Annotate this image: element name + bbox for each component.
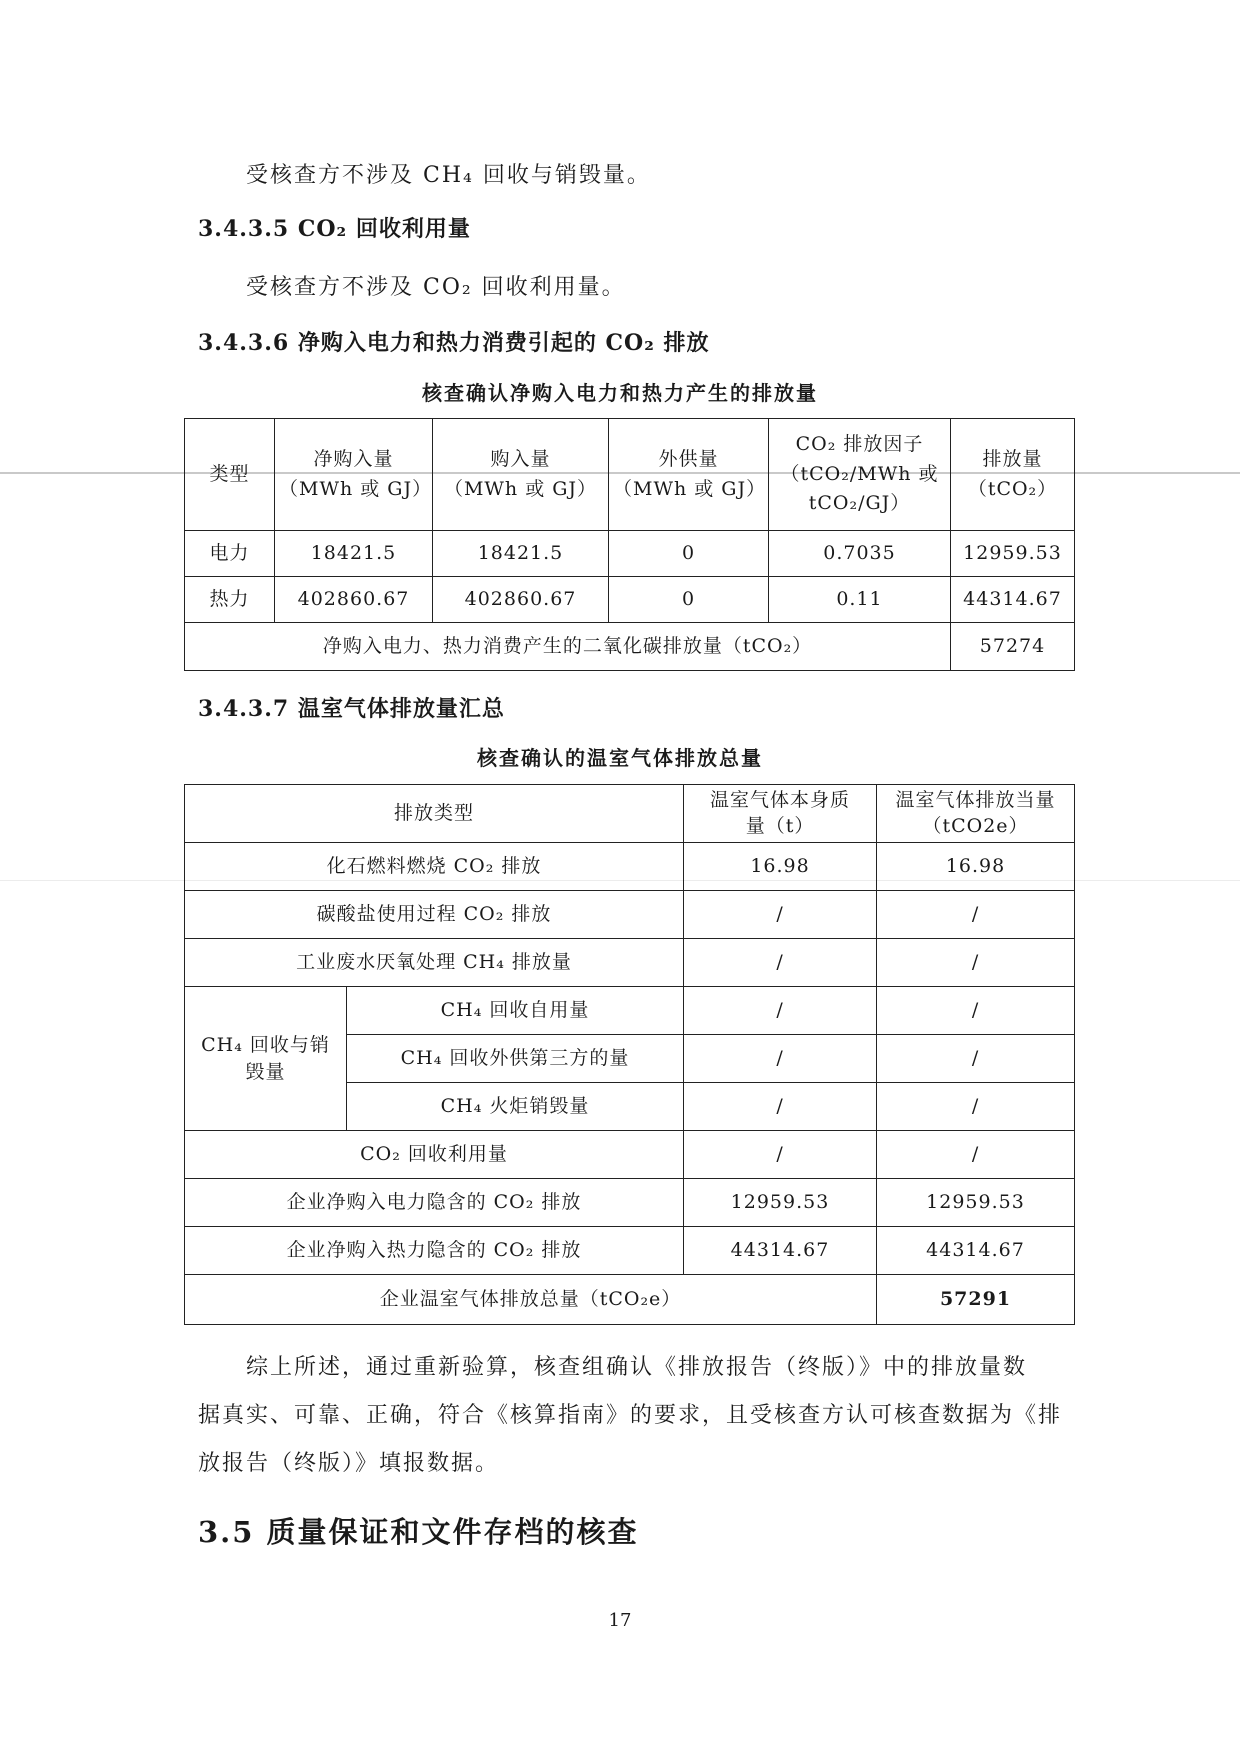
header-purchase: 购入量 （MWh 或 GJ） xyxy=(433,419,609,531)
total-label: 净购入电力、热力消费产生的二氧化碳排放量（tCO₂） xyxy=(185,623,951,671)
total-value: 57274 xyxy=(951,623,1075,671)
ch4-group-label: CH₄ 回收与销 毁量 xyxy=(185,987,347,1131)
page-number: 17 xyxy=(608,1610,632,1631)
section-3435-text: 受核查方不涉及 CO₂ 回收利用量。 xyxy=(246,275,626,300)
header-emission-type: 排放类型 xyxy=(185,785,684,843)
intro-line: 受核查方不涉及 CH₄ 回收与销毁量。 xyxy=(246,163,651,188)
table-row: 工业废水厌氧处理 CH₄ 排放量 / / xyxy=(185,939,1075,987)
table-total-row xyxy=(185,1275,1075,1325)
table-row: 企业净购入热力隐含的 CO₂ 排放 44314.67 44314.67 xyxy=(185,1227,1075,1275)
table-row: 化石燃料燃烧 CO₂ 排放 16.98 16.98 xyxy=(185,843,1075,891)
purchased-energy-table xyxy=(184,418,1075,671)
header-co2e: 温室气体排放当量 （tCO2e） xyxy=(877,785,1075,843)
header-net-purchase: 净购入量 （MWh 或 GJ） xyxy=(275,419,433,531)
header-emission: 排放量 （tCO₂） xyxy=(951,419,1075,531)
table1-caption: 核查确认净购入电力和热力产生的排放量 xyxy=(422,381,818,405)
total-label: 企业温室气体排放总量（tCO₂e） xyxy=(185,1275,877,1325)
section-35-heading: 3.5 质量保证和文件存档的核查 xyxy=(198,1515,639,1549)
table-row: CH₄ 火炬销毁量 / / xyxy=(185,1083,1075,1131)
conclusion-line-2: 据真实、可靠、正确，符合《核算指南》的要求，且受核查方认可核查数据为《排 xyxy=(198,1403,1063,1428)
total-value: 57291 xyxy=(877,1275,1075,1325)
section-3437-heading: 3.4.3.7 温室气体排放量汇总 xyxy=(198,696,505,722)
table-row: 企业净购入电力隐含的 CO₂ 排放 12959.53 12959.53 xyxy=(185,1179,1075,1227)
section-3436-heading: 3.4.3.6 净购入电力和热力消费引起的 CO₂ 排放 xyxy=(198,330,710,356)
table-row: 热力 402860.67 402860.67 0 0.11 44314.67 xyxy=(185,577,1075,623)
section-3435-heading: 3.4.3.5 CO₂ 回收利用量 xyxy=(198,216,471,242)
header-external-supply: 外供量 （MWh 或 GJ） xyxy=(609,419,769,531)
ghg-summary-table xyxy=(184,784,1075,1325)
table2-caption: 核查确认的温室气体排放总量 xyxy=(477,746,763,770)
header-gas-mass: 温室气体本身质 量（t） xyxy=(684,785,877,843)
table-row: 电力 18421.5 18421.5 0 0.7035 12959.53 xyxy=(185,531,1075,577)
table-total-row xyxy=(185,623,1075,671)
table-row: 碳酸盐使用过程 CO₂ 排放 / / xyxy=(185,891,1075,939)
table-row: CH₄ 回收外供第三方的量 / / xyxy=(185,1035,1075,1083)
conclusion-line-1: 综上所述，通过重新验算，核查组确认《排放报告（终版）》中的排放量数 xyxy=(246,1355,1028,1380)
table-row: CH₄ 回收与销 毁量 CH₄ 回收自用量 / / xyxy=(185,987,1075,1035)
header-type: 类型 xyxy=(185,419,275,531)
header-emission-factor: CO₂ 排放因子 （tCO₂/MWh 或 tCO₂/GJ） xyxy=(769,419,951,531)
conclusion-line-3: 放报告（终版）》填报数据。 xyxy=(198,1451,500,1476)
table-row: CO₂ 回收利用量 / / xyxy=(185,1131,1075,1179)
